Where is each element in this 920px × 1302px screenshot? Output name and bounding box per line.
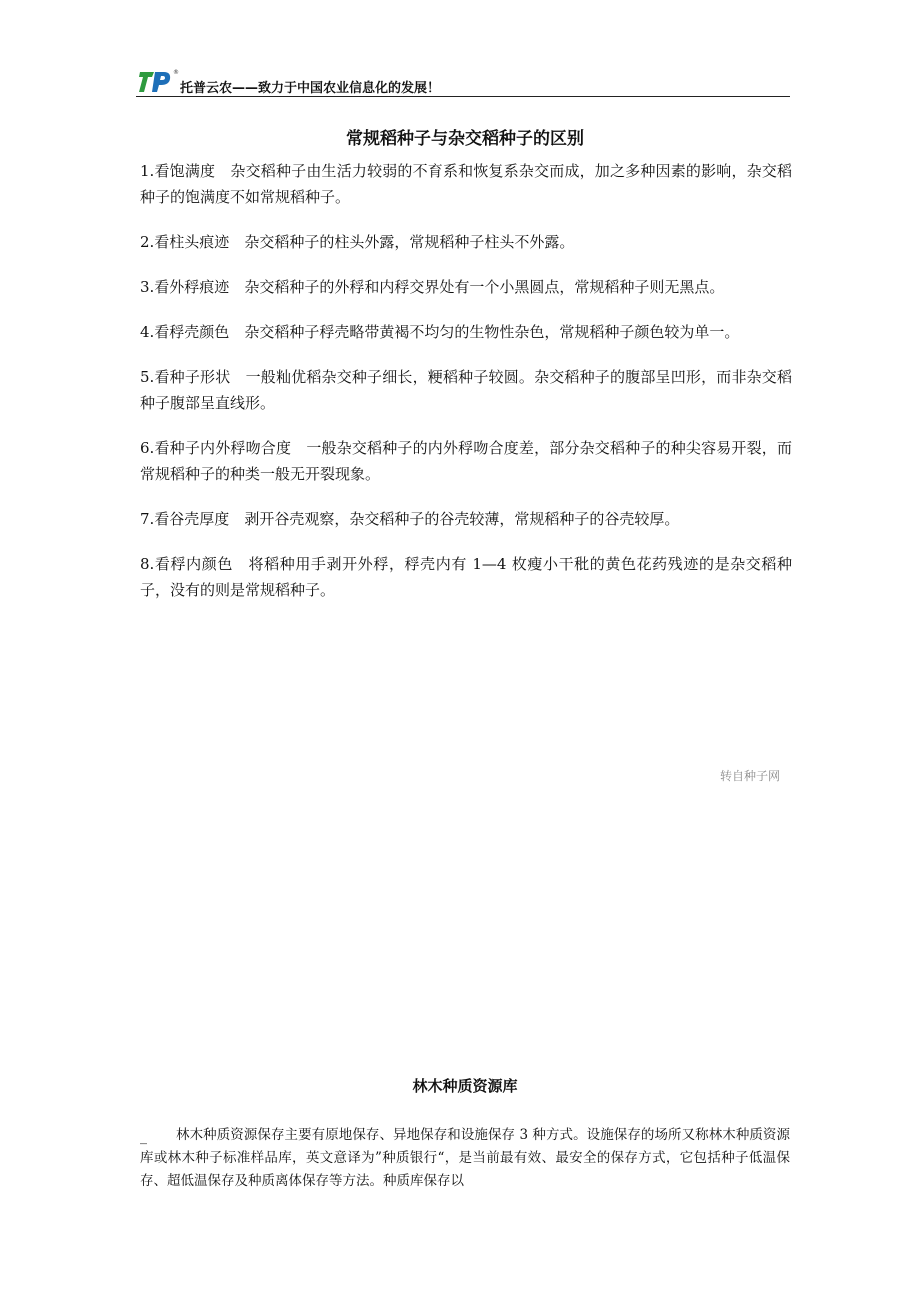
article-title: 常规稻种子与杂交稻种子的区别 [346,129,584,149]
item-heading: 6.看种子内外稃吻合度 [140,439,307,457]
list-item [140,551,792,603]
item-heading: 2.看柱头痕迹 [140,233,245,251]
list-item [140,158,792,210]
list-item [140,435,792,487]
item-text: 杂交稻种子的柱头外露，常规稻种子柱头不外露。 [244,233,575,251]
list-item [140,506,792,532]
list-item [140,319,792,345]
item-text: 将稻种用手剥开外稃，稃壳内有 1—4 枚瘦小干秕的黄色花药残迹的是杂交稻种子，没有的则是常规稻种子。 [140,555,792,599]
list-item [140,229,792,255]
item-text: 杂交稻种子的外稃和内稃交界处有一个小黑圆点，常规稻种子则无黑点。 [244,278,725,296]
registered-mark: ® [173,69,179,76]
comparison-list [140,158,792,622]
item-text: 杂交稻种子稃壳略带黄褐不均匀的生物性杂色，常规稻种子颜色较为单一。 [244,323,740,341]
list-item [140,364,792,416]
item-text: 剥开谷壳观察，杂交稻种子的谷壳较薄，常规稻种子的谷壳较厚。 [244,510,680,528]
item-heading: 8.看稃内颜色 [140,555,249,573]
header-slogan: 托普云农——致力于中国农业信息化的发展！ [180,81,441,96]
item-heading: 3.看外稃痕迹 [140,278,245,296]
item-heading: 4.看稃壳颜色 [140,323,245,341]
item-heading: 1.看饱满度 [140,162,231,180]
item-text: 杂交稻种子由生活力较弱的不育系和恢复系杂交而成，加之多种因素的影响，杂交稻种子的饱满度不如常规稻种子。 [140,162,793,206]
item-text: 一般籼优稻杂交种子细长，粳稻种子较圆。杂交稻种子的腹部呈凹形，而非杂交稻种子腹部呈直线形。 [140,368,792,412]
underline-mark: _ [140,1129,147,1145]
section-title: 林木种质资源库 [412,1077,518,1095]
page-header [136,62,790,97]
item-heading: 5.看种子形状 [140,368,246,386]
paragraph-text: 林木种质资源保存主要有原地保存、异地保存和设施保存 3 种方式。设施保存的场所又称林木种质资源库或林木种子标准样品库，英文意译为”种质银行“，是当前最有效、最安全的保存方式，它包括种子低温保存、超低温保存及种质离体保存等方法。种质库保存以 [140,1127,790,1189]
list-item [140,274,792,300]
item-heading: 7.看谷壳厚度 [140,510,245,528]
item-text: 一般杂交稻种子的内外稃吻合度差，部分杂交稻种子的种尖容易开裂，而常规稻种子的种类一般无开裂现象。 [140,439,792,483]
body-paragraph [140,1124,790,1193]
tp-logo-icon [138,66,182,94]
source-note: 转自种子网 [719,769,780,783]
